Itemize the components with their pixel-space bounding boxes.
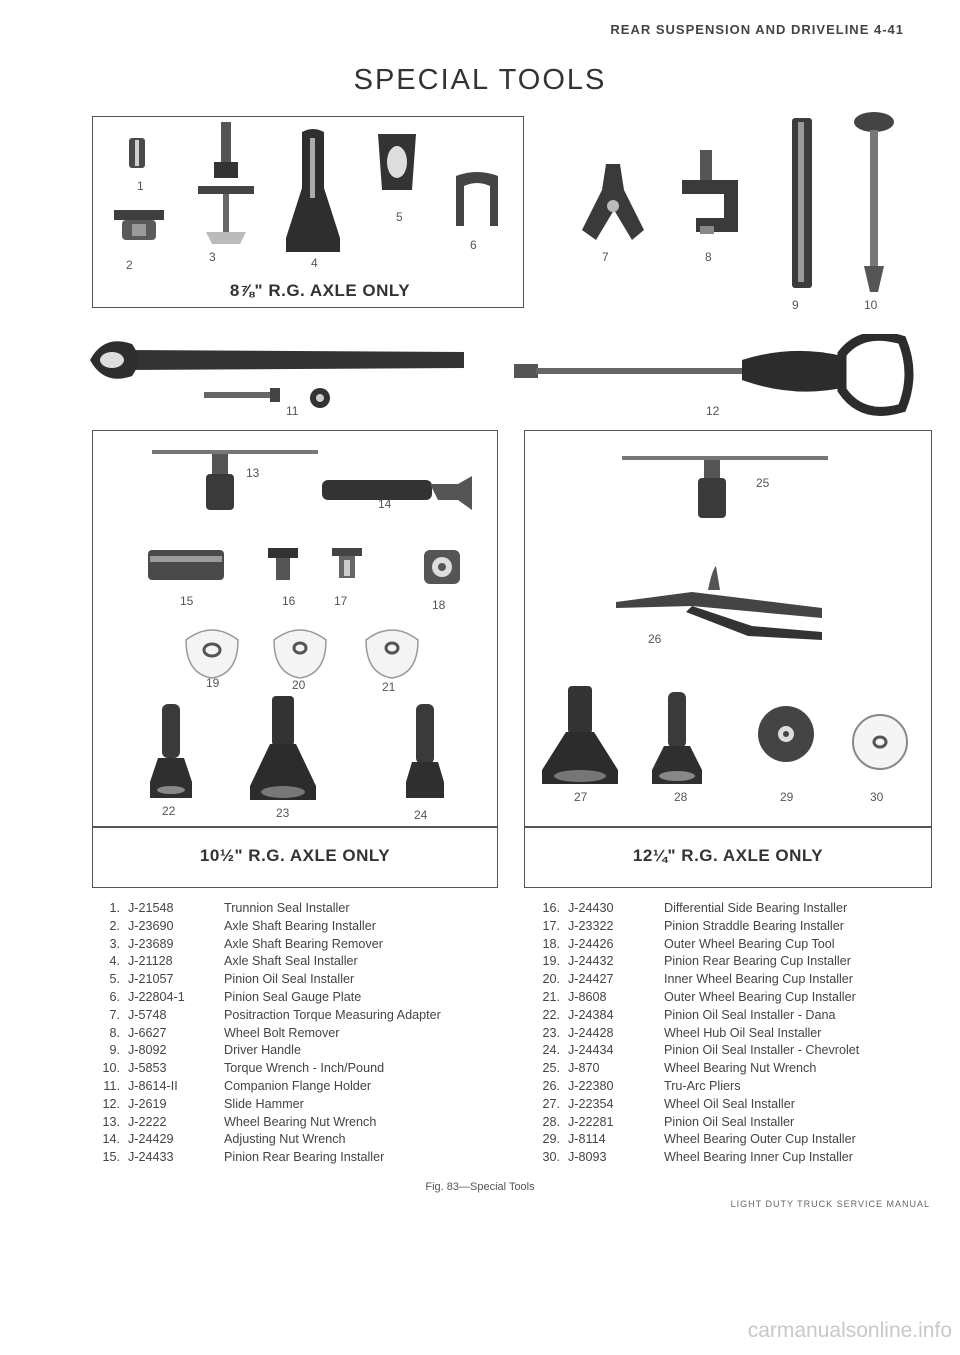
legend-row: 26. J-22380 Tru-Arc Pliers <box>542 1078 741 1093</box>
callout-23: 23 <box>276 806 290 820</box>
legend-row: 4. J-21128 Axle Shaft Seal Installer <box>109 954 358 969</box>
callout-29: 29 <box>780 790 794 804</box>
tool-16-side-bearing-installer-icon <box>266 546 300 584</box>
callout-22: 22 <box>162 804 176 818</box>
legend-row: 6. J-22804-1 Pinion Seal Gauge Plate <box>109 989 362 1004</box>
tool-6-gauge-plate-icon <box>452 168 502 228</box>
tool-25-nut-wrench-icon <box>620 448 830 522</box>
callout-4: 4 <box>311 256 318 270</box>
callout-30: 30 <box>870 790 884 804</box>
tool-19-cup-installer-icon <box>182 622 242 680</box>
tool-27-wheel-seal-installer-icon <box>538 684 622 788</box>
callout-11: 11 <box>286 404 299 418</box>
tool-2-bearing-installer-icon <box>112 208 166 242</box>
callout-6: 6 <box>470 238 477 252</box>
callout-2: 2 <box>126 258 133 272</box>
page-title: SPECIAL TOOLS <box>353 64 607 96</box>
legend-row: 23. J-24428 Wheel Hub Oil Seal Installer <box>542 1025 822 1040</box>
legend-left <box>96 900 441 1167</box>
tool-3-bearing-remover-icon <box>196 120 256 250</box>
legend-row: 16. J-24430 Differential Side Bearing Installer <box>542 901 848 915</box>
legend-row: 21. J-8608 Outer Wheel Bearing Cup Installer <box>542 989 856 1004</box>
legend-row: 11. J-8614-II Companion Flange Holder <box>103 1078 372 1093</box>
callout-17: 17 <box>334 594 348 608</box>
callout-5: 5 <box>396 210 403 224</box>
tool-22-pinion-seal-installer-icon <box>144 702 198 802</box>
tool-17-straddle-bearing-installer-icon <box>330 546 364 582</box>
callout-15: 15 <box>180 594 194 608</box>
callout-26: 26 <box>648 632 662 646</box>
legend-row: 25. J-870 Wheel Bearing Nut Wrench <box>542 1061 817 1076</box>
callout-13: 13 <box>246 466 260 480</box>
legend-row: 3. J-23689 Axle Shaft Bearing Remover <box>109 936 383 951</box>
callout-10: 10 <box>864 298 878 312</box>
tool-5-pinion-seal-installer-icon <box>372 128 422 198</box>
tool-30-inner-cup-installer-icon <box>850 712 910 772</box>
legend-row: 5. J-21057 Pinion Oil Seal Installer <box>109 972 355 987</box>
callout-14: 14 <box>378 497 392 511</box>
legend-row: 8. J-6627 Wheel Bolt Remover <box>109 1025 340 1040</box>
legend-row: 1. J-21548 Trunnion Seal Installer <box>109 901 350 915</box>
tool-18-cup-tool-icon <box>422 548 462 586</box>
callout-21: 21 <box>382 680 396 694</box>
tool-8-wheel-bolt-remover-icon <box>676 148 746 238</box>
callout-18: 18 <box>432 598 446 612</box>
legend-row: 9. J-8092 Driver Handle <box>109 1043 301 1058</box>
callout-24: 24 <box>414 808 428 822</box>
legend-row: 7. J-5748 Positraction Torque Measuring Adapter <box>109 1007 441 1022</box>
panel-caption-8-7-8: 8⅞" R.G. AXLE ONLY <box>229 281 411 300</box>
panel-divider-10-1-2 <box>92 826 498 828</box>
legend-row: 10. J-5853 Torque Wrench - Inch/Pound <box>102 1061 385 1076</box>
callout-3: 3 <box>209 250 216 264</box>
callout-19: 19 <box>206 676 220 690</box>
tool-4-axle-seal-installer-icon <box>280 128 346 256</box>
callout-27: 27 <box>574 790 588 804</box>
legend-row: 24. J-24434 Pinion Oil Seal Installer - Chevrolet <box>542 1043 860 1058</box>
callout-25: 25 <box>756 476 770 490</box>
tool-26-tru-arc-pliers-icon <box>612 566 826 646</box>
legend-row: 15. J-24433 Pinion Rear Bearing Installer <box>102 1150 385 1165</box>
callout-16: 16 <box>282 594 296 608</box>
tool-14-adjusting-nut-wrench-icon <box>318 470 478 520</box>
page-footer: LIGHT DUTY TRUCK SERVICE MANUAL <box>730 1199 930 1209</box>
callout-20: 20 <box>292 678 306 692</box>
legend-row: 22. J-24384 Pinion Oil Seal Installer - Dana <box>542 1007 836 1022</box>
tool-15-bearing-installer-icon <box>146 546 226 584</box>
tool-1-trunnion-seal-installer-icon <box>126 136 148 170</box>
legend-row: 19. J-24432 Pinion Rear Bearing Cup Installer <box>542 954 851 969</box>
tool-29-outer-cup-installer-icon <box>756 704 816 764</box>
tool-7-torque-adapter-icon <box>578 160 648 244</box>
tool-23-hub-seal-installer-icon <box>246 694 320 804</box>
legend-right <box>536 900 859 1167</box>
legend-row: 12. J-2619 Slide Hammer <box>102 1096 304 1111</box>
tool-21-cup-installer-icon <box>362 622 422 680</box>
tool-28-pinion-seal-installer-icon <box>648 690 708 788</box>
legend-row: 28. J-22281 Pinion Oil Seal Installer <box>542 1114 795 1129</box>
legend-row: 13. J-2222 Wheel Bearing Nut Wrench <box>102 1114 377 1129</box>
callout-8: 8 <box>705 250 712 264</box>
tool-13-nut-wrench-icon <box>150 444 320 514</box>
legend-row: 29. J-8114 Wheel Bearing Outer Cup Installer <box>542 1132 856 1147</box>
page-header: REAR SUSPENSION AND DRIVELINE 4-41 <box>610 22 904 37</box>
panel-caption-12-1-4: 12¼" R.G. AXLE ONLY <box>632 846 824 865</box>
legend-row: 17. J-23322 Pinion Straddle Bearing Installer <box>542 918 844 933</box>
legend-row: 27. J-22354 Wheel Oil Seal Installer <box>542 1096 795 1111</box>
tool-10-torque-wrench-icon <box>848 106 900 296</box>
callout-28: 28 <box>674 790 688 804</box>
callout-9: 9 <box>792 298 799 312</box>
legend-row: 30. J-8093 Wheel Bearing Inner Cup Installer <box>542 1150 854 1165</box>
legend-row: 18. J-24426 Outer Wheel Bearing Cup Tool <box>542 936 835 951</box>
watermark: carmanualsonline.info <box>747 1319 952 1342</box>
panel-divider-12-1-4 <box>524 826 932 828</box>
tool-24-pinion-seal-installer-icon <box>402 702 448 802</box>
callout-12: 12 <box>706 404 720 418</box>
tool-11-flange-holder-icon <box>84 330 484 420</box>
panel-caption-10-1-2: 10½" R.G. AXLE ONLY <box>199 846 391 865</box>
figure-caption: Fig. 83—Special Tools <box>425 1181 535 1193</box>
tool-9-driver-handle-icon <box>788 116 816 292</box>
legend-row: 20. J-24427 Inner Wheel Bearing Cup Installer <box>542 972 854 987</box>
callout-1: 1 <box>137 179 144 193</box>
legend-row: 2. J-23690 Axle Shaft Bearing Installer <box>109 918 376 933</box>
legend-row: 14. J-24429 Adjusting Nut Wrench <box>102 1132 346 1147</box>
callout-7: 7 <box>602 250 609 264</box>
tool-20-cup-installer-icon <box>270 622 330 680</box>
